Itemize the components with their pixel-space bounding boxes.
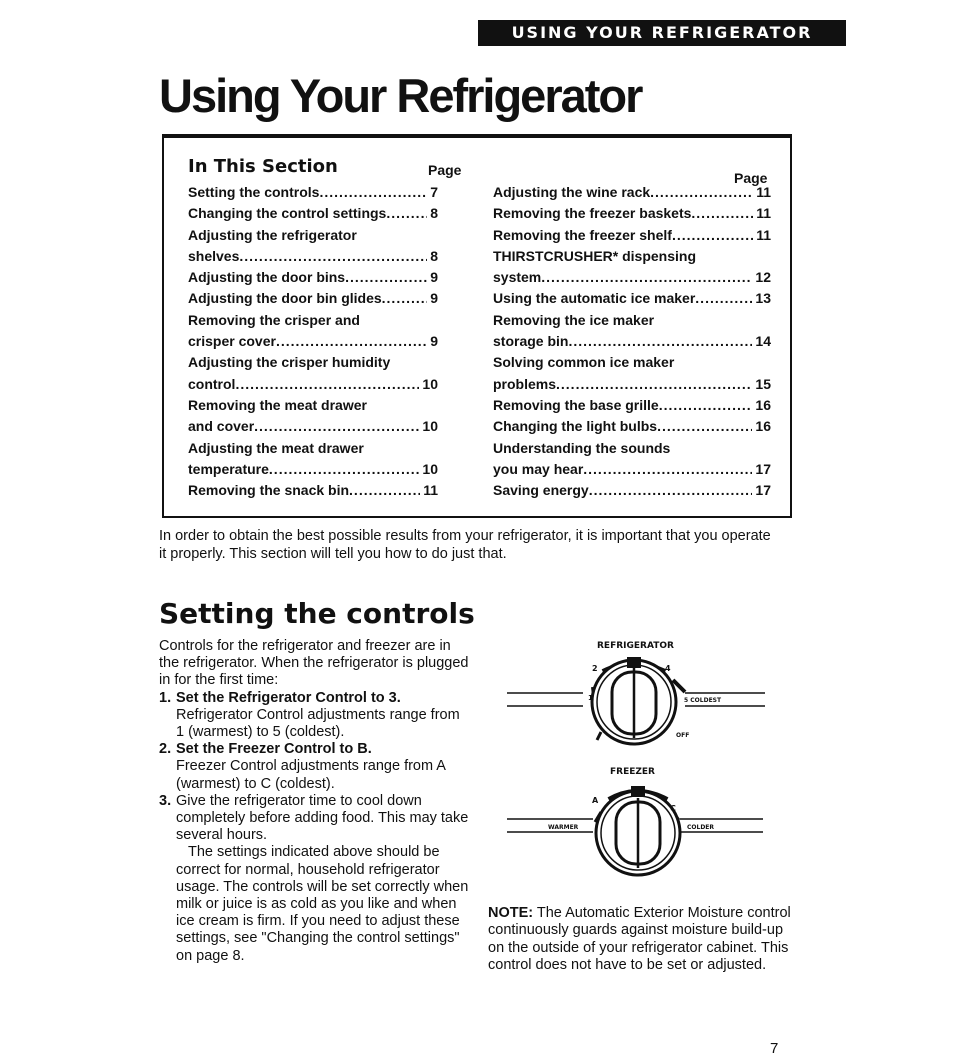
steps-list bbox=[159, 690, 469, 965]
toc-entry-page: 11 bbox=[756, 226, 771, 243]
toc-entry-page: 9 bbox=[430, 290, 438, 307]
toc-entry bbox=[188, 225, 438, 246]
section-banner: USING YOUR REFRIGERATOR bbox=[478, 20, 846, 46]
toc-entry-page: 11 bbox=[756, 205, 771, 222]
toc-entry-page: 10 bbox=[422, 418, 438, 435]
note-paragraph bbox=[488, 905, 793, 975]
page-number: 7 bbox=[770, 1040, 779, 1057]
toc-entry bbox=[493, 352, 771, 373]
toc-leader-dots bbox=[269, 459, 420, 480]
toc-entry-title: Solving common ice maker bbox=[493, 354, 675, 371]
step-number: 2. bbox=[159, 741, 172, 758]
toc-entry bbox=[188, 480, 438, 501]
step-body: Freezer Control adjustments range from A (warmest) to C (coldest). bbox=[176, 758, 446, 792]
toc-entry bbox=[188, 416, 438, 437]
refrigerator-off-label: OFF bbox=[676, 732, 690, 739]
toc-entry bbox=[188, 182, 438, 203]
toc-entry-title: Adjusting the crisper humidity bbox=[188, 354, 391, 371]
toc-entry-title: Setting the controls bbox=[188, 184, 320, 200]
toc-entry-title: control bbox=[188, 375, 236, 392]
toc-entry-title: Removing the meat drawer bbox=[188, 396, 367, 413]
toc-leader-dots bbox=[695, 288, 752, 309]
refrigerator-num-4: 4 bbox=[665, 664, 671, 673]
toc-entry bbox=[493, 203, 771, 224]
toc-heading: In This Section bbox=[188, 156, 338, 177]
toc-entry-title: Removing the ice maker bbox=[493, 311, 655, 328]
step-item bbox=[159, 690, 469, 742]
step-number: 1. bbox=[159, 689, 172, 706]
toc-entry-title: Removing the base grille bbox=[493, 396, 659, 413]
toc-entry-title: and cover bbox=[188, 418, 255, 435]
toc-entry-page: 9 bbox=[430, 333, 438, 350]
toc-entry bbox=[188, 459, 438, 480]
step-heading: Set the Refrigerator Control to 3. bbox=[176, 689, 401, 706]
page-title: Using Your Refrigerator bbox=[159, 69, 642, 122]
toc-entry bbox=[188, 331, 438, 352]
toc-leader-dots bbox=[659, 395, 753, 416]
toc-entry bbox=[188, 246, 438, 267]
toc-entry-page: 12 bbox=[755, 269, 771, 286]
toc-entry-title: Saving energy bbox=[493, 482, 589, 499]
toc-entry bbox=[188, 352, 438, 373]
toc-leader-dots bbox=[556, 374, 752, 395]
toc-right-column bbox=[493, 182, 771, 501]
freezer-colder-label: COLDER bbox=[687, 824, 715, 831]
toc-leader-dots bbox=[319, 182, 427, 203]
step-body: Give the refrigerator time to cool down completely before adding food. This may take several hours. bbox=[176, 792, 469, 844]
step-item bbox=[159, 741, 469, 793]
toc-entry-page: 9 bbox=[430, 269, 438, 286]
refrigerator-dial-label: REFRIGERATOR bbox=[597, 641, 674, 651]
toc-entry-title: Adjusting the door bins bbox=[188, 269, 346, 286]
toc-leader-dots bbox=[276, 331, 427, 352]
section-title: Setting the controls bbox=[159, 597, 475, 630]
toc-entry-page: 8 bbox=[430, 205, 438, 222]
toc-entry bbox=[188, 438, 438, 459]
step-body: Refrigerator Control adjustments range from 1 (warmest) to 5 (coldest). bbox=[176, 706, 460, 741]
toc-entry bbox=[493, 246, 771, 267]
freezer-letter-a: A bbox=[592, 796, 599, 805]
toc-leader-dots bbox=[541, 267, 752, 288]
toc-entry-title: Removing the crisper and bbox=[188, 311, 360, 328]
toc-entry bbox=[188, 267, 438, 288]
toc-entry-title: Adjusting the refrigerator bbox=[188, 226, 357, 243]
toc-entry-title: Removing the freezer shelf bbox=[493, 226, 672, 243]
toc-leader-dots bbox=[254, 416, 419, 437]
toc-entry-page: 16 bbox=[755, 418, 771, 435]
refrigerator-coldest-label: 5 COLDEST bbox=[684, 697, 722, 704]
toc-entry bbox=[493, 182, 771, 203]
toc-entry-page: 15 bbox=[755, 375, 771, 392]
toc-entry bbox=[493, 288, 771, 309]
toc-entry-title: temperature bbox=[188, 460, 269, 477]
toc-leader-dots bbox=[235, 374, 419, 395]
toc-leader-dots bbox=[657, 416, 752, 437]
freezer-dial-icon bbox=[505, 778, 770, 878]
step-heading: Set the Freezer Control to B. bbox=[176, 741, 372, 758]
toc-leader-dots bbox=[650, 182, 753, 203]
refrigerator-num-1: 1 bbox=[588, 694, 593, 702]
toc-entry-title: Adjusting the door bin glides bbox=[188, 290, 382, 307]
intro-paragraph: In order to obtain the best possible results from your refrigerator, it is important that you operate it properly. This section will tell you how to do just that. bbox=[159, 528, 771, 562]
toc-entry-title: Removing the freezer baskets bbox=[493, 205, 692, 222]
toc-entry-title: problems bbox=[493, 375, 557, 392]
toc-entry-title: Understanding the sounds bbox=[493, 439, 671, 456]
note-text: The Automatic Exterior Moisture control continuously guards against moisture build-up on the outside of your refrigerator cabinet. This control does not have to be set or adjusted. bbox=[488, 905, 791, 974]
toc-entry bbox=[493, 225, 771, 246]
toc-entry-title: storage bin bbox=[493, 333, 569, 350]
toc-leader-dots bbox=[568, 331, 752, 352]
toc-entry-title: Using the automatic ice maker bbox=[493, 290, 696, 307]
toc-entry-title: system bbox=[493, 269, 542, 286]
toc-left-page-label: Page bbox=[428, 162, 462, 178]
step-extra: The settings indicated above should be correct for normal, household refrigerator usage. The controls will be set correctly when milk or juice is as cold as you like and when ice cream is firm. If you need to adjust these settings, see "Changing the control settings" on page 8. bbox=[176, 844, 469, 964]
toc-entry bbox=[493, 374, 771, 395]
toc-entry-page: 8 bbox=[430, 247, 438, 264]
toc-entry bbox=[493, 395, 771, 416]
toc-entry bbox=[188, 288, 438, 309]
toc-entry bbox=[188, 374, 438, 395]
toc-leader-dots bbox=[349, 480, 420, 501]
toc-leader-dots bbox=[691, 203, 753, 224]
toc-right-page-label: Page bbox=[734, 170, 768, 186]
toc-entry bbox=[493, 331, 771, 352]
toc-entry-page: 14 bbox=[755, 333, 771, 350]
freezer-letter-c: C bbox=[670, 804, 676, 813]
toc-entry bbox=[493, 459, 771, 480]
refrigerator-dial-icon bbox=[505, 652, 770, 752]
toc-entry-title: shelves bbox=[188, 247, 240, 264]
toc-entry-page: 10 bbox=[422, 460, 438, 477]
toc-entry-page: 10 bbox=[422, 375, 438, 392]
toc-leader-dots bbox=[239, 246, 427, 267]
toc-entry bbox=[188, 203, 438, 224]
toc-leader-dots bbox=[589, 480, 753, 501]
step-number: 3. bbox=[159, 792, 172, 809]
toc-entry-title: Adjusting the meat drawer bbox=[188, 439, 364, 456]
toc-entry-page: 16 bbox=[755, 396, 771, 413]
toc-entry bbox=[188, 395, 438, 416]
toc-leader-dots bbox=[583, 459, 752, 480]
toc-entry bbox=[493, 480, 771, 501]
step-item bbox=[159, 793, 469, 965]
toc-entry bbox=[493, 267, 771, 288]
toc-entry-title: THIRSTCRUSHER* dispensing bbox=[493, 247, 697, 264]
toc-entry-page: 17 bbox=[755, 482, 771, 499]
toc-entry-title: Changing the control settings bbox=[188, 205, 387, 222]
lead-paragraph: Controls for the refrigerator and freezer are in the refrigerator. When the refrigerator is plugged in for the first time: bbox=[159, 638, 469, 689]
toc-entry-title: Changing the light bulbs bbox=[493, 418, 658, 435]
toc-leader-dots bbox=[386, 203, 427, 224]
toc-entry-title: Adjusting the wine rack bbox=[493, 184, 651, 200]
toc-entry-title: Removing the snack bin bbox=[188, 482, 350, 499]
note-label: NOTE: bbox=[488, 905, 534, 921]
toc-left-column bbox=[188, 182, 438, 501]
instructions-column bbox=[159, 638, 469, 965]
refrigerator-num-2: 2 bbox=[592, 664, 598, 673]
toc-entry-page: 17 bbox=[755, 460, 771, 477]
toc-entry-page: 7 bbox=[430, 184, 438, 200]
freezer-warmer-label: WARMER bbox=[548, 824, 579, 831]
toc-entry-page: 11 bbox=[423, 482, 438, 499]
toc-entry bbox=[188, 310, 438, 331]
toc-entry-page: 13 bbox=[755, 290, 771, 307]
toc-entry-page: 11 bbox=[756, 184, 771, 200]
toc-entry bbox=[493, 416, 771, 437]
toc-box bbox=[162, 134, 792, 518]
toc-entry-title: crisper cover bbox=[188, 333, 276, 350]
toc-entry bbox=[493, 438, 771, 459]
toc-entry-title: you may hear bbox=[493, 460, 584, 477]
toc-leader-dots bbox=[382, 288, 428, 309]
freezer-dial-label: FREEZER bbox=[610, 767, 655, 777]
toc-leader-dots bbox=[672, 225, 753, 246]
toc-leader-dots bbox=[345, 267, 427, 288]
toc-entry bbox=[493, 310, 771, 331]
